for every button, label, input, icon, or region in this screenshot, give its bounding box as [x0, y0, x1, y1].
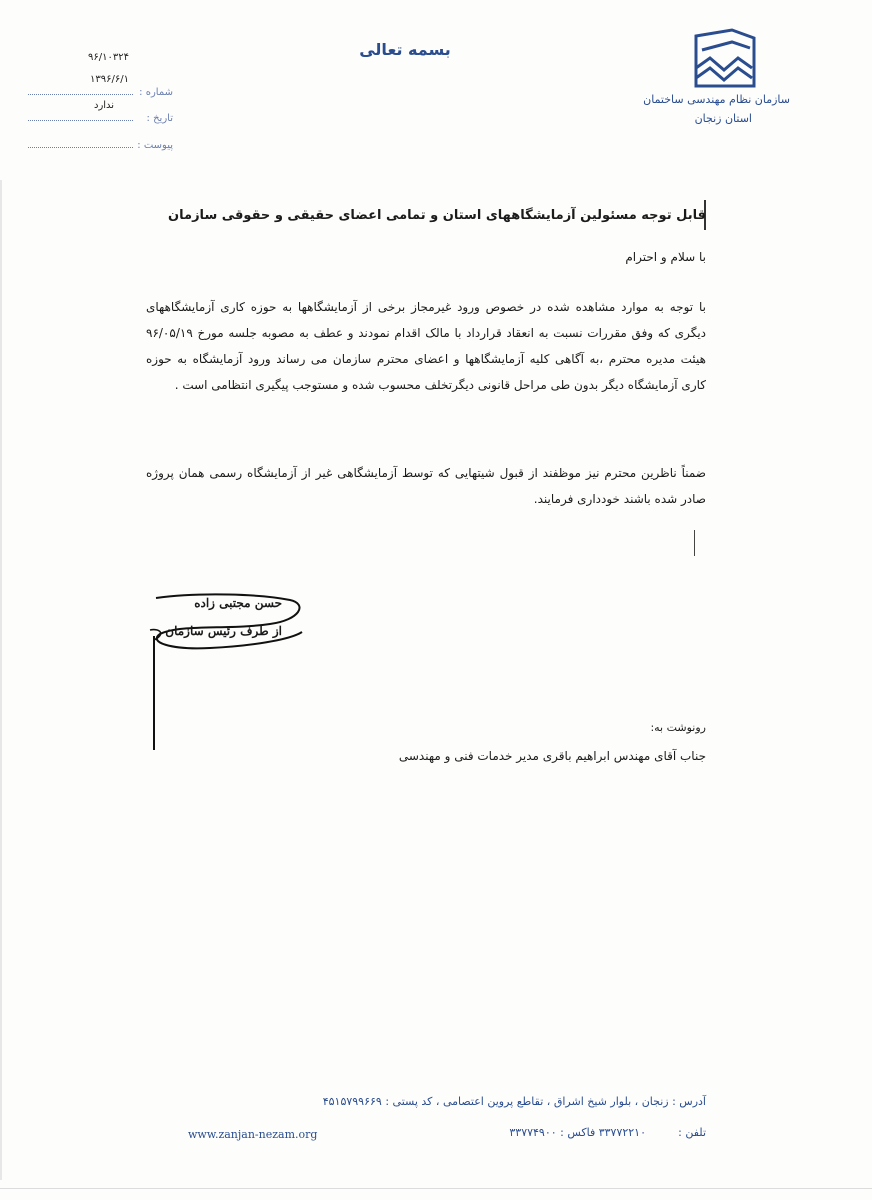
handwritten-signature: [140, 590, 310, 765]
bismillah-heading: بسمه تعالی: [359, 40, 451, 59]
scan-edge-left: [0, 180, 2, 1180]
signer-title: از طرف رئیس سازمان: [165, 624, 282, 638]
letter-date-row: [28, 108, 173, 124]
footer-phone-label: تلفن :: [678, 1126, 706, 1139]
letter-paragraph-2: ضمناً ناظرین محترم نیز موظفند از قبول شیتهایی که توسط آزمایشگاهی غیر از آزمایشگاه رسمی همان پروژه صادر شده باشند خودداری فرمایند.: [146, 466, 706, 506]
footer-address: آدرس : زنجان ، بلوار شیخ اشراق ، تقاطع پروین اعتصامی ، کد پستی : ۴۵۱۵۷۹۹۶۶۹: [322, 1095, 706, 1108]
footer-phone-fax: ۳۳۷۷۲۲۱۰ فاکس : ۳۳۷۷۴۹۰۰: [509, 1126, 646, 1139]
scan-edge-bottom: [0, 1188, 872, 1189]
letter-attachment-label: پیوست :: [137, 140, 173, 151]
letter-paragraph-1: با توجه به موارد مشاهده شده در خصوص ورود غیرمجاز برخی از آزمایشگاهها به حوزه کاری آزمایشگاههای دیگری که وفق مقررات نسبت به انعقاد قرارداد با مالک اقدام نمودند و عطف به مصوبه جلسه مورخ ۹۶/۰۵/۱۹ هیئت مدیره محترم ،به آگاهی کلیه آزمایشگاهها و اعضای محترم سازمان می رساند ورود آزمایشگاه به حوزه کاری آزمایشگاه دیگر بدون طی مراحل قانونی دیگرتخلف محسوب شده و مستوجب پیگیری انتظامی است .: [146, 300, 706, 392]
house-roof-logo-icon: [692, 28, 758, 88]
letter-attachment-value: ندارد: [94, 100, 115, 111]
letter-greeting: با سلام و احترام: [625, 250, 706, 264]
letter-date-value: ۱۳۹۶/۶/۱: [90, 74, 129, 85]
letter-date-label: تاریخ :: [146, 113, 173, 124]
letter-attachment-row: [28, 135, 173, 151]
org-name: سازمان نظام مهندسی ساختمان: [643, 93, 790, 106]
letter-subject: قابل توجه مسئولین آزمایشگاههای استان و تمامی اعضای حقیقی و حقوقی سازمان: [168, 208, 706, 223]
cc-label: رونوشت به:: [650, 721, 706, 734]
footer-website-link[interactable]: www.zanjan-nezam.org: [188, 1128, 318, 1141]
letter-number-label: شماره :: [139, 87, 173, 98]
signer-name: حسن مجتبی زاده: [194, 596, 282, 610]
letter-number-value: ۹۶/۱۰۳۲۴: [88, 52, 129, 63]
margin-mark: [694, 530, 695, 556]
org-province: استان زنجان: [694, 112, 752, 125]
cc-recipient: جناب آقای مهندس ابراهیم باقری مدیر خدمات فنی و مهندسی: [398, 749, 706, 763]
